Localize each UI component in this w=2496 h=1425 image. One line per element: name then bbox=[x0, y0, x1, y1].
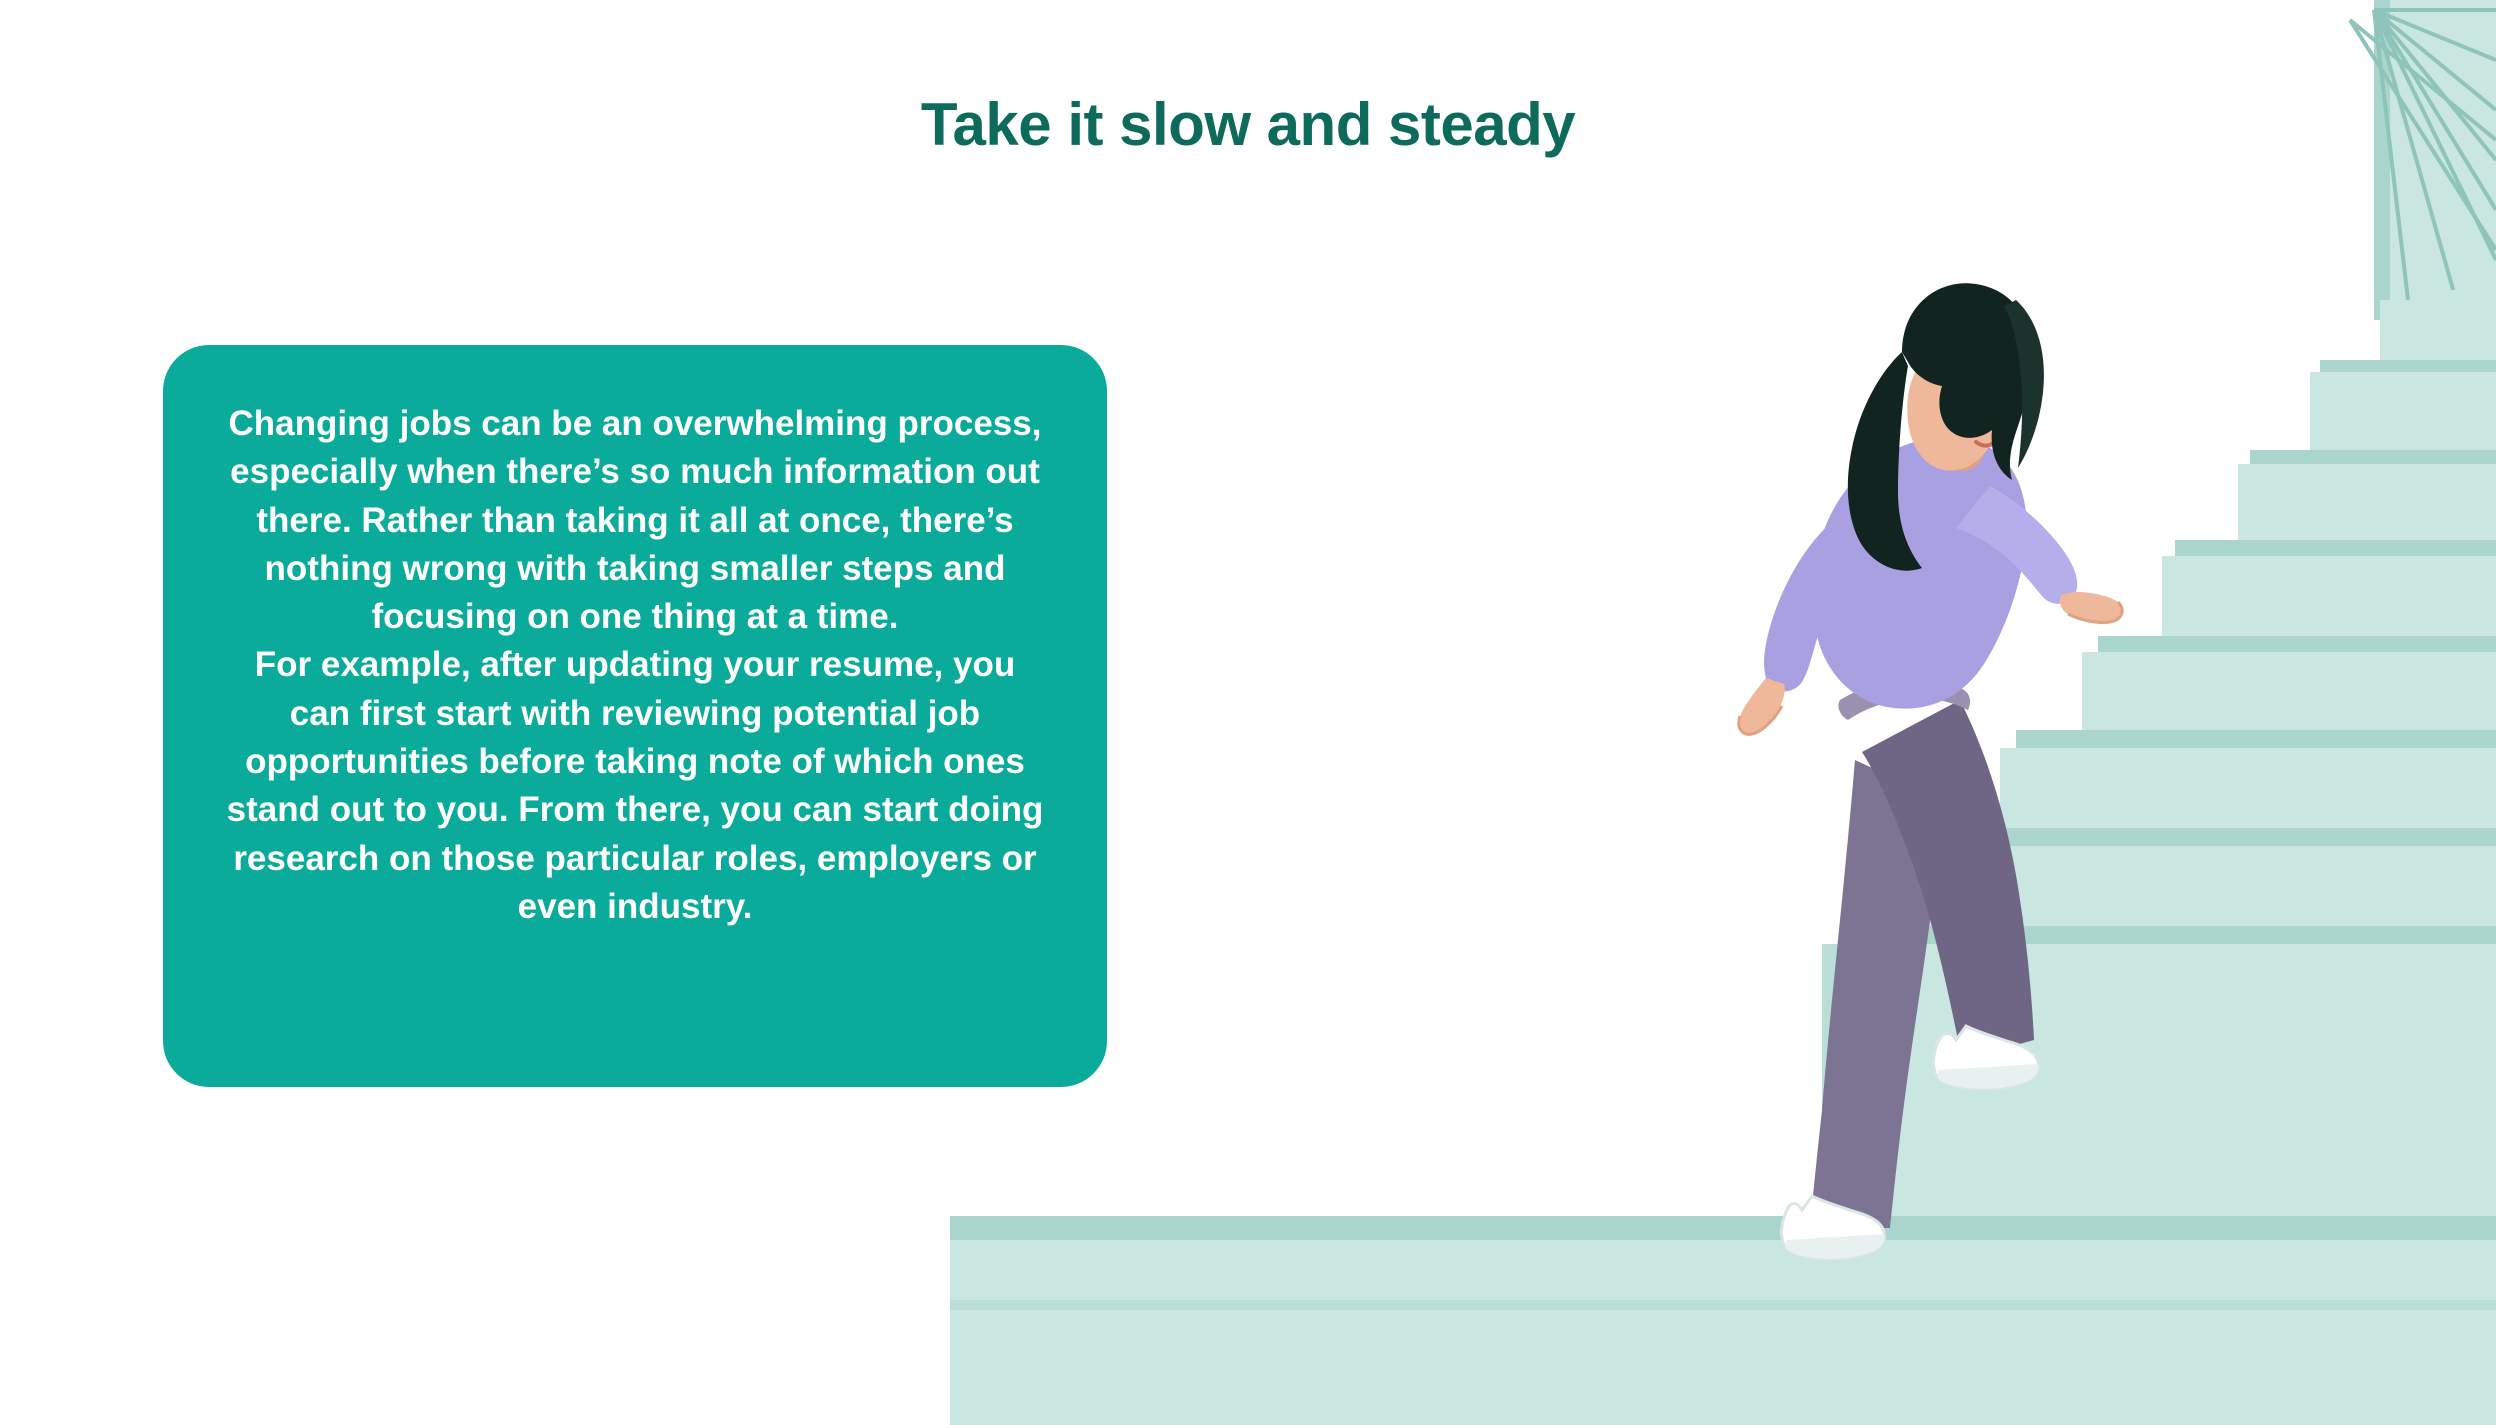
woman-climbing-stairs-illustration bbox=[950, 0, 2496, 1425]
card-paragraph-1: Changing jobs can be an overwhelming process, especially when there’s so much information out there. Rather than taking it all at once, there’s nothing wrong with taking smaller steps and focusing on one thing at a time. bbox=[228, 404, 1042, 637]
card-paragraph-2: For example, after updating your resume, you can first start with reviewing potential job opportunities before taking note of which ones stand out to you. From there, you can start doing research on those particular roles, employers or even industry. bbox=[226, 645, 1044, 926]
page-title: Take it slow and steady bbox=[920, 91, 1576, 158]
